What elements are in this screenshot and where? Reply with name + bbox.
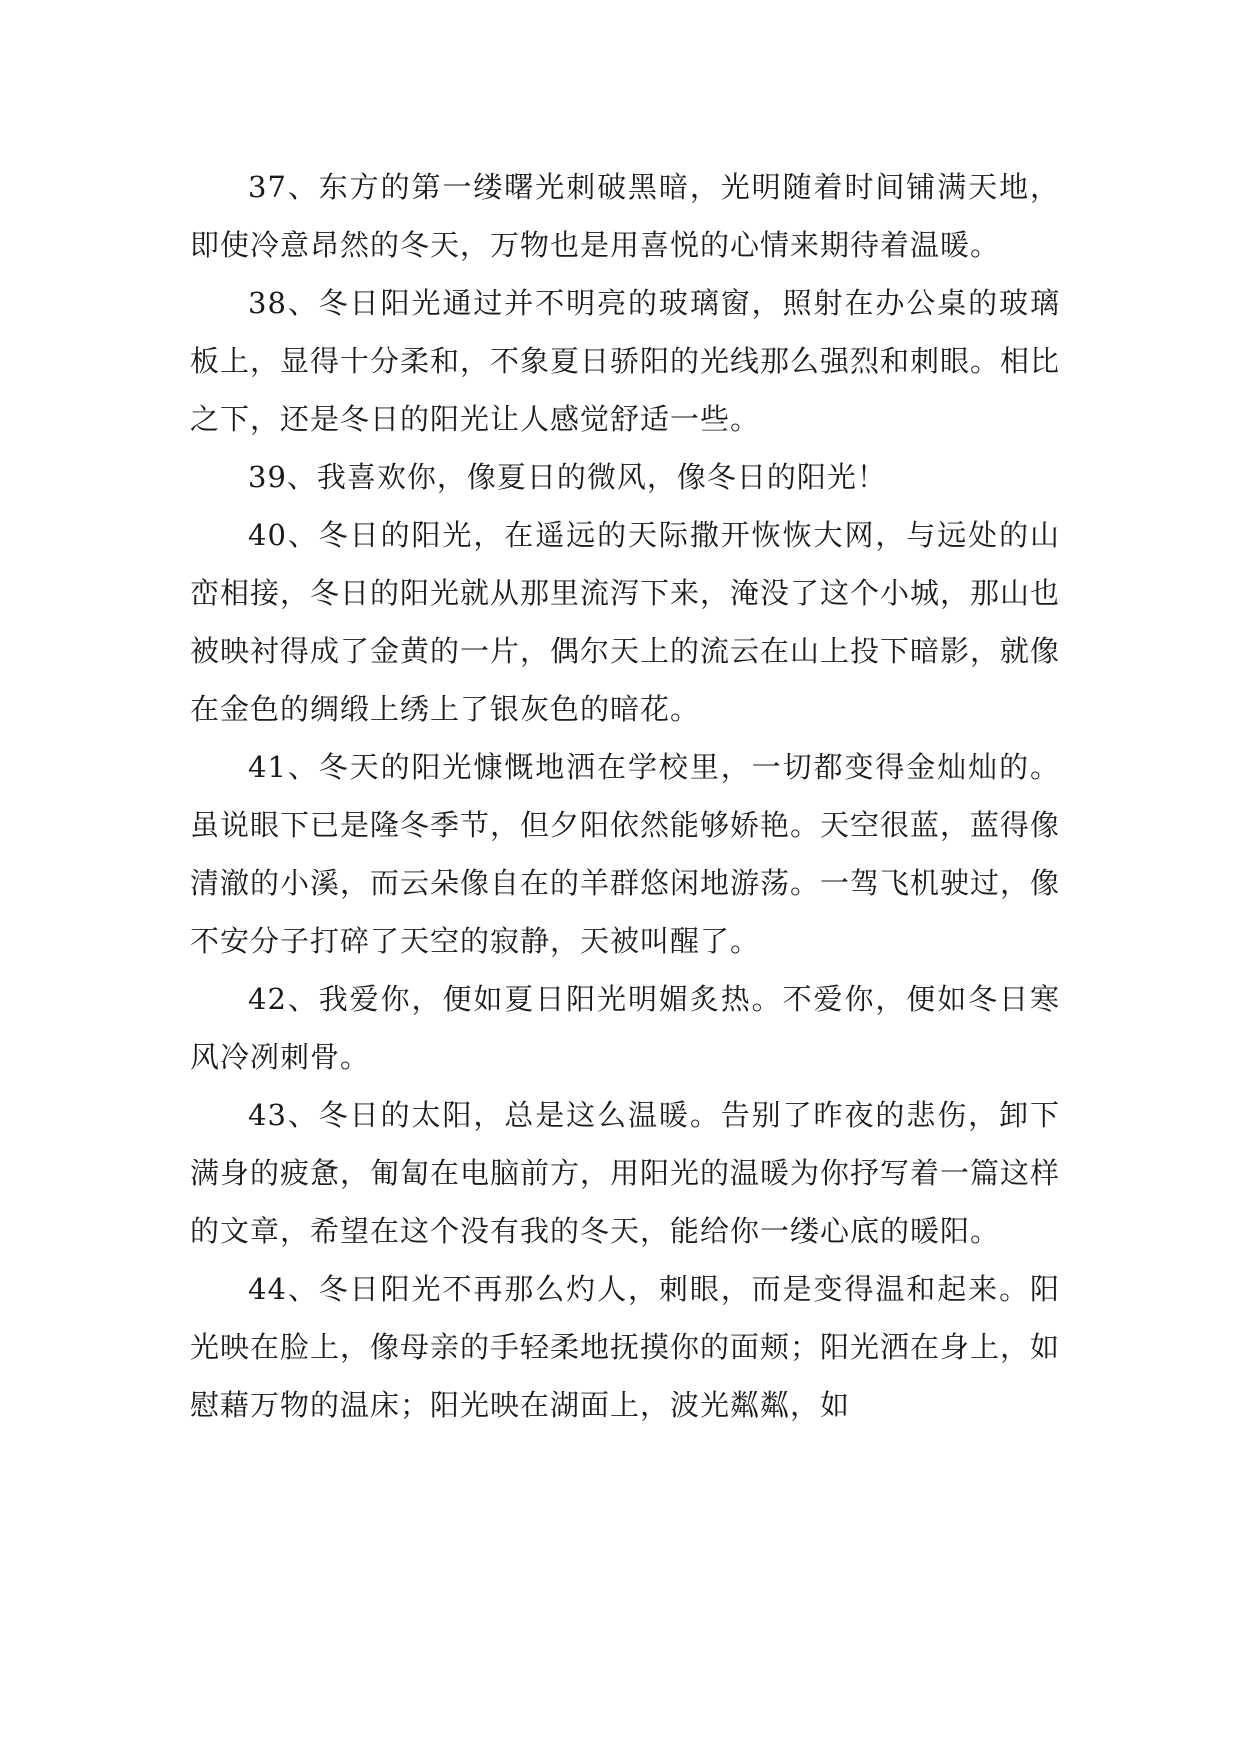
paragraph-44: 44、冬日阳光不再那么灼人，刺眼，而是变得温和起来。阳光映在脸上，像母亲的手轻柔地抚摸你的面颊；阳光洒在身上，如慰藉万物的温床；阳光映在湖面上，波光粼粼，如 xyxy=(190,1272,1061,1422)
paragraph-42: 42、我爱你，便如夏日阳光明媚炙热。不爱你，便如冬日寒风冷冽刺骨。 xyxy=(190,982,1060,1074)
paragraph-39: 39、我喜欢你，像夏日的微风，像冬日的阳光！ xyxy=(248,460,887,494)
paragraph-40: 40、冬日的阳光，在遥远的天际撒开恢恢大网，与远处的山峦相接，冬日的阳光就从那里流泻下来，淹没了这个小城，那山也被映衬得成了金黄的一片，偶尔天上的流云在山上投下暗影，就像在金色的绸缎上绣上了银灰色的暗花。 xyxy=(190,518,1061,726)
paragraph-38: 38、冬日阳光通过并不明亮的玻璃窗，照射在办公桌的玻璃板上，显得十分柔和，不象夏日骄阳的光线那么强烈和刺眼。相比之下，还是冬日的阳光让人感觉舒适一些。 xyxy=(190,286,1061,436)
paragraph-43: 43、冬日的太阳，总是这么温暖。告别了昨夜的悲伤，卸下满身的疲惫，匍匐在电脑前方，用阳光的温暖为你抒写着一篇这样的文章，希望在这个没有我的冬天，能给你一缕心底的暖阳。 xyxy=(190,1098,1061,1248)
document-body xyxy=(190,158,1060,1434)
paragraph-41: 41、冬天的阳光慷慨地洒在学校里，一切都变得金灿灿的。虽说眼下已是隆冬季节，但夕阳依然能够娇艳。天空很蓝，蓝得像清澈的小溪，而云朵像自在的羊群悠闲地游荡。一驾飞机驶过，像不安分子打碎了天空的寂静，天被叫醒了。 xyxy=(190,750,1061,958)
paragraph-37: 37、东方的第一缕曙光刺破黑暗，光明随着时间铺满天地，即使冷意昂然的冬天，万物也是用喜悦的心情来期待着温暖。 xyxy=(190,170,1060,262)
